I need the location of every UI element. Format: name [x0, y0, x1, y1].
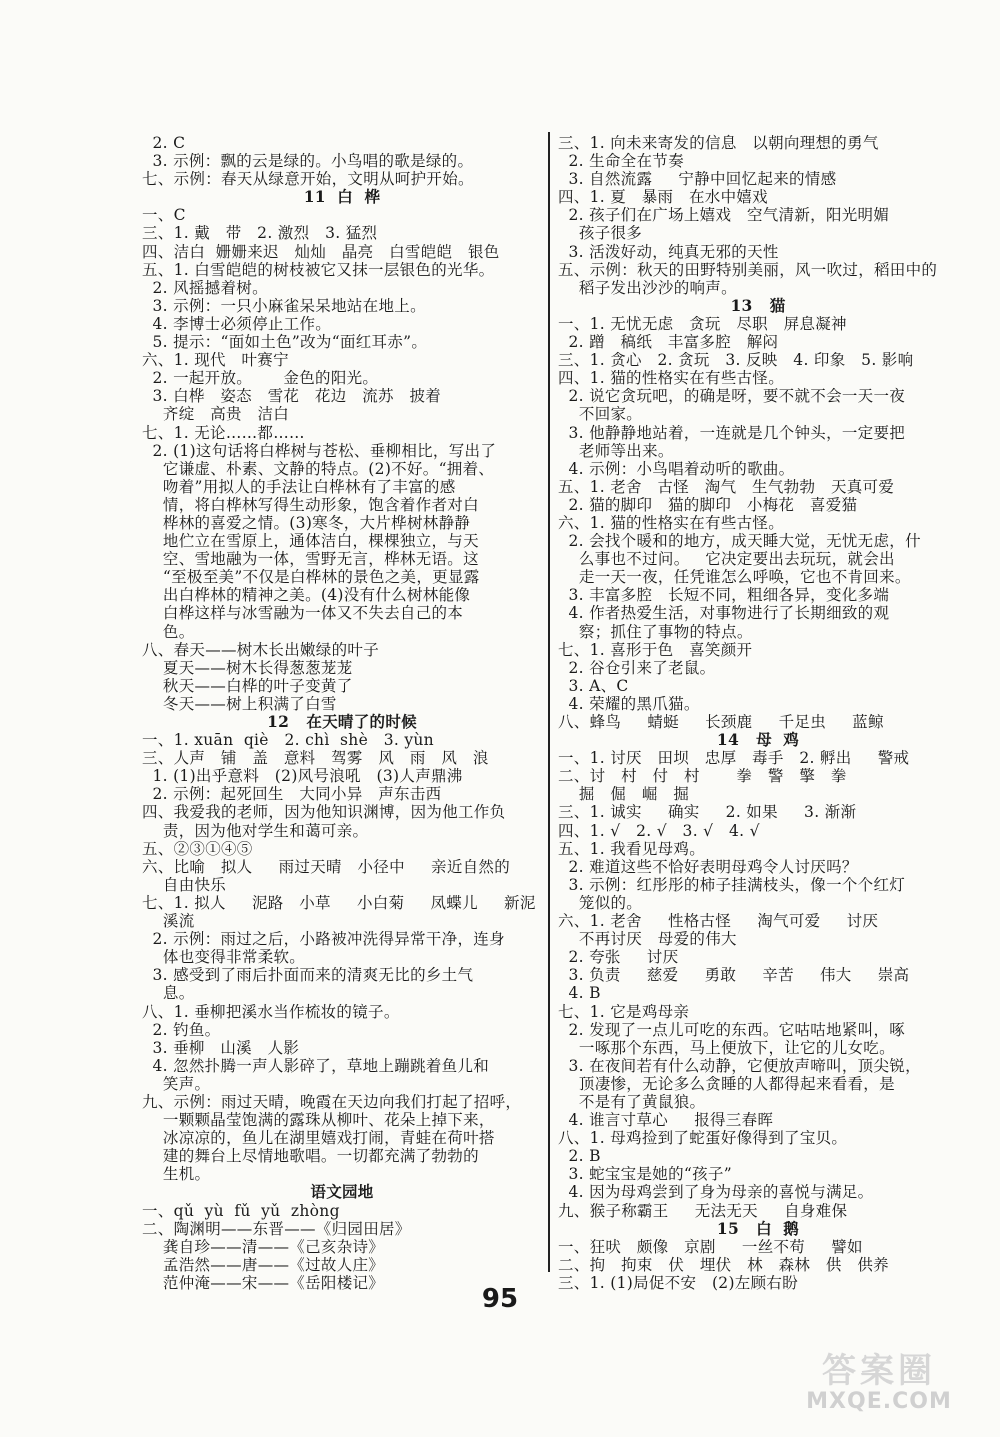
answer-line: 笼似的。 — [558, 893, 643, 912]
answer-line: 2. 蹭 稿纸 丰富多腔 解闷 — [558, 333, 779, 352]
answer-line: 不回家。 — [558, 405, 643, 424]
answer-line: 三、人声 铺 盖 意料 驾雾 风 雨 风 浪 — [142, 749, 489, 768]
answer-line: 笑声。 — [142, 1074, 211, 1093]
answer-line: 白桦这样与冰雪融为一体又不失去自己的本 — [142, 604, 464, 623]
answer-line: 顶凄惨，无论多么贪睡的人都得起来看看，是 — [558, 1074, 895, 1093]
answer-line: 4. 因为母鸡尝到了身为母亲的喜悦与满足。 — [558, 1183, 874, 1202]
answer-line: 八、1. 垂柳把溪水当作梳妆的镜子。 — [142, 1002, 400, 1021]
answer-line: 冰凉凉的，鱼儿在湖里嬉戏打闹，青蛙在荷叶搭 — [142, 1129, 495, 1148]
answer-line: 4. 忽然扑腾一声人影碎了，草地上蹦跳着鱼儿和 — [142, 1056, 490, 1075]
answer-line: 冬天——树上积满了白雪 — [142, 694, 337, 713]
answer-line: 建的舞台上尽情地歌唱。一切都充满了勃勃的 — [142, 1147, 479, 1166]
answer-line: 七、1. 喜形于色 喜笑颜开 — [558, 640, 753, 659]
answer-line: 三、1. 贪心 2. 贪玩 3. 反映 4. 印象 5. 影响 — [558, 351, 914, 370]
answer-line: 六、1. 现代 叶赛宁 — [142, 351, 289, 370]
answer-line: 范仲淹——宋——《岳阳楼记》 — [142, 1273, 385, 1292]
section-heading: 语文园地 — [310, 1182, 374, 1202]
answer-line: “至极至美”不仅是白桦林的景色之美，更显露 — [142, 568, 480, 587]
answer-line: 2. 生命全在节奏 — [558, 152, 684, 171]
answer-line: 地伫立在雪原上，通体洁白，棵棵独立，与天 — [142, 532, 479, 551]
answer-line: 生机。 — [142, 1165, 211, 1184]
answer-line: 一颗颗晶莹饱满的露珠从柳叶、花朵上掉下来， — [142, 1111, 495, 1130]
answer-line: 3. 负责 慈爱 勇敢 辛苦 伟大 崇高 — [558, 966, 910, 985]
section-heading: 13 猫 — [730, 295, 786, 315]
answer-line: 2. 示例：雨过之后，小路被冲洗得异常干净，连身 — [142, 930, 505, 949]
answer-line: 一、狂吠 颇像 京剧 一丝不苟 譬如 — [558, 1237, 863, 1256]
answer-line: 不再讨厌 母爱的伟大 — [558, 930, 737, 949]
answer-line: 七、1. 它是鸡母亲 — [558, 1002, 690, 1021]
answer-line: 3. 示例：飘的云是绿的。小鸟唱的歌是绿的。 — [142, 152, 474, 171]
answer-line: 五、②③①④⑤ — [142, 839, 253, 858]
answer-line: 息。 — [142, 984, 195, 1003]
answer-line: 九、示例：雨过天晴，晚霞在天边向我们打起了招呼， — [142, 1092, 522, 1111]
right-answer-column — [558, 134, 958, 1292]
answer-line: 3. 示例：一只小麻雀呆呆地站在地上。 — [142, 296, 426, 315]
answer-line: 三、1. 诚实 确实 2. 如果 3. 渐渐 — [558, 803, 857, 822]
answer-line: 掘 倔 崛 掘 — [558, 785, 690, 804]
answer-line: 察；抓住了事物的特点。 — [558, 622, 753, 641]
answer-line: 3. 自然流露 宁静中回忆起来的情感 — [558, 170, 837, 189]
answer-line: 五、示例：秋天的田野特别美丽，风一吹过，稻田中的 — [558, 260, 938, 279]
answer-line: 不是有了黄鼠狼。 — [558, 1092, 706, 1111]
answer-line: 2. (1)这句话将白桦树与苍松、垂柳相比，写出了 — [142, 441, 497, 460]
answer-line: 吻着”用拟人的手法让白桦林有了丰富的感 — [142, 477, 456, 496]
answer-line: 三、1. 戴 带 2. 激烈 3. 猛烈 — [142, 224, 378, 243]
answer-line: 1. (1)出乎意料 (2)风号浪吼 (3)人声鼎沸 — [142, 767, 463, 786]
answer-line: 孩子很多 — [558, 224, 643, 243]
answer-line: 4. 荣耀的黑爪猫。 — [558, 694, 700, 713]
answer-line: 四、1. 夏 暴雨 在水中嬉戏 — [558, 188, 768, 207]
answer-line: 龚自珍——清——《己亥杂诗》 — [142, 1237, 385, 1256]
answer-line: 一啄那个东西，马上便放下，让它的儿女吃。 — [558, 1038, 895, 1057]
answer-line: 4. 谁言寸草心 报得三春晖 — [558, 1111, 774, 1130]
answer-line: 八、1. 母鸡捡到了蛇蛋好像得到了宝贝。 — [558, 1129, 848, 1148]
answer-line: 三、1. 向未来寄发的信息 以朝向理想的勇气 — [558, 134, 879, 152]
answer-line: 2. 谷仓引来了老鼠。 — [558, 658, 716, 677]
answer-line: 六、1. 老舍 性格古怪 淘气可爱 讨厌 — [558, 912, 879, 931]
answer-line: 孟浩然——唐——《过故人庄》 — [142, 1255, 385, 1274]
answer-line: 二、陶渊明——东晋——《归园田居》 — [142, 1219, 411, 1238]
answer-line: 3. 白桦 姿态 雪花 花边 流苏 披着 — [142, 387, 442, 406]
answer-line: 四、洁白 姗姗来迟 灿灿 晶亮 白雪皑皑 银色 — [142, 242, 500, 261]
answer-line: 溪流 — [142, 912, 195, 931]
answer-line: 五、1. 我看见母鸡。 — [558, 839, 706, 858]
answer-line: 色。 — [142, 622, 195, 641]
left-answer-column — [142, 134, 542, 1292]
answer-line: 2. 一起开放。 金色的阳光。 — [142, 369, 379, 388]
site-watermark — [774, 1341, 984, 1419]
answer-line: 空、雪地融为一体，雪野无言，桦林无语。这 — [142, 550, 479, 569]
answer-line: 七、1. 无论……都…… — [142, 423, 305, 442]
answer-line: 齐绽 高贵 洁白 — [142, 405, 290, 424]
answer-line: 秋天——白桦的叶子变黄了 — [142, 676, 353, 695]
page-number: 95 — [481, 1284, 519, 1314]
answer-line: 它谦虚、朴素、文静的特点。(2)不好。“拥着、 — [142, 459, 495, 478]
answer-line: 出白桦林的精神之美。(4)没有什么树林能像 — [142, 586, 471, 605]
answer-line: 老师等出来。 — [558, 441, 674, 460]
answer-line: 四、我爱我的老师，因为他知识渊博，因为他工作负 — [142, 803, 506, 822]
answer-line: 2. 夸张 讨厌 — [558, 948, 679, 967]
answer-line: 3. 感受到了雨后扑面而来的清爽无比的乡土气 — [142, 966, 474, 985]
answer-line: 2. 难道这些不恰好表明母鸡令人讨厌吗？ — [558, 857, 858, 876]
answer-line: 2. 发现了一点儿可吃的东西。它咕咕地紧叫，啄 — [558, 1020, 906, 1039]
answer-line: 4. B — [558, 984, 601, 1003]
answer-line: 3. 示例：红彤彤的柿子挂满枝头，像一个个红灯 — [558, 875, 906, 894]
answer-line: 二、讨 村 付 村 拳 警 擎 拳 — [558, 767, 847, 786]
answer-line: 2. 说它贪玩吧，的确是呀，要不就不会一天一夜 — [558, 387, 906, 406]
answer-line: 一、1. 无忧无虑 贪玩 尽职 屏息凝神 — [558, 314, 847, 333]
answer-line: 一、C — [142, 206, 186, 225]
section-heading: 14 母 鸡 — [716, 730, 800, 750]
answer-line: 稻子发出沙沙的响声。 — [558, 278, 737, 297]
answer-line: 2. 钓鱼。 — [142, 1020, 221, 1039]
answer-line: 自由快乐 — [142, 875, 227, 894]
answer-line: 七、示例：春天从绿意开始，文明从呵护开始。 — [142, 170, 474, 189]
answer-line: 2. 猫的脚印 猫的脚印 小梅花 喜爱猫 — [558, 495, 858, 514]
answer-line: 2. C — [142, 134, 186, 152]
answer-line: 责，因为他对学生和蔼可亲。 — [142, 821, 369, 840]
answer-line: 一、qǔ yù fǔ yǔ zhòng — [142, 1201, 340, 1220]
column-divider — [548, 132, 550, 1272]
answer-line: 2. 会找个暖和的地方，成天睡大觉，无忧无虑，什 — [558, 532, 921, 551]
answer-line: 2. B — [558, 1147, 601, 1166]
answer-line: 3. A、C — [558, 676, 629, 695]
answer-line: 走一天一夜，任凭谁怎么呼唤，它也不肯回来。 — [558, 568, 911, 587]
answer-line: 九、猴子称霸王 无法无天 自身难保 — [558, 1201, 848, 1220]
answer-line: 2. 风摇撼着树。 — [142, 278, 268, 297]
answer-line: 六、1. 猫的性格实在有些古怪。 — [558, 513, 785, 532]
answer-line: 3. 在夜间若有什么动静，它便放声啼叫，顶尖锐， — [558, 1056, 921, 1075]
answer-line: 体也变得非常柔软。 — [142, 948, 306, 967]
answer-line: 五、1. 老舍 古怪 淘气 生气勃勃 天真可爱 — [558, 477, 895, 496]
answer-line: 二、拘 拘束 伏 埋伏 林 森林 供 供养 — [558, 1255, 889, 1274]
answer-line: 3. 活泼好动，纯真无邪的天性 — [558, 242, 779, 261]
answer-line: 四、1. 猫的性格实在有些古怪。 — [558, 369, 785, 388]
answer-line: 一、1. xuān qiè 2. chì shè 3. yùn — [142, 731, 434, 750]
answer-line: 3. 他静静地站着，一连就是几个钟头，一定要把 — [558, 423, 906, 442]
answer-line: 么事也不过问。 它决定要出去玩玩，就会出 — [558, 550, 895, 569]
answer-line: 桦林的喜爱之情。(3)寒冬，大片桦树林静静 — [142, 513, 471, 532]
watermark-logo-text: 答案圈 — [822, 1351, 936, 1391]
answer-line: 情，将白桦林写得生动形象，饱含着作者对白 — [142, 495, 479, 514]
answer-line: 3. 垂柳 山溪 人影 — [142, 1038, 300, 1057]
answer-line: 五、1. 白雪皑皑的树枝被它又抹一层银色的光华。 — [142, 260, 495, 279]
answer-line: 八、春天——树木长出嫩绿的叶子 — [142, 640, 380, 659]
section-heading: 15 白 鹅 — [716, 1218, 800, 1238]
answer-line: 4. 作者热爱生活，对事物进行了长期细致的观 — [558, 604, 890, 623]
section-heading: 11 白 桦 — [303, 187, 381, 207]
section-heading: 12 在天晴了的时候 — [267, 712, 417, 731]
answer-line: 3. 丰富多腔 长短不同，粗细各异，变化多端 — [558, 586, 890, 605]
answer-line: 4. 示例：小鸟唱着动听的歌曲。 — [558, 459, 795, 478]
answer-line: 夏天——树木长得葱葱茏茏 — [142, 658, 353, 677]
answer-line: 2. 孩子们在广场上嬉戏 空气清新，阳光明媚 — [558, 206, 890, 225]
answer-line: 5. 提示：“面如土色”改为“面红耳赤”。 — [142, 333, 428, 352]
answer-line: 七、1. 拟人 泥路 小草 小白菊 凤蝶儿 新泥 — [142, 893, 536, 912]
answer-line: 2. 示例：起死回生 大同小异 声东击西 — [142, 785, 442, 804]
answer-line: 三、1. (1)局促不安 (2)左顾右盼 — [558, 1273, 799, 1292]
watermark-url: MXQE.COM — [806, 1389, 952, 1414]
answer-line: 八、蜂鸟 蜻蜓 长颈鹿 千足虫 蓝鲸 — [558, 713, 884, 731]
answer-line: 六、比喻 拟人 雨过天晴 小径中 亲近自然的 — [142, 857, 511, 876]
answer-line: 四、1. √ 2. √ 3. √ 4. √ — [558, 821, 760, 840]
answer-line: 4. 李博士必须停止工作。 — [142, 314, 332, 333]
answer-line: 一、1. 讨厌 田坝 忠厚 毒手 2. 孵出 警戒 — [558, 749, 910, 768]
answer-line: 3. 蛇宝宝是她的“孩子” — [558, 1165, 732, 1184]
